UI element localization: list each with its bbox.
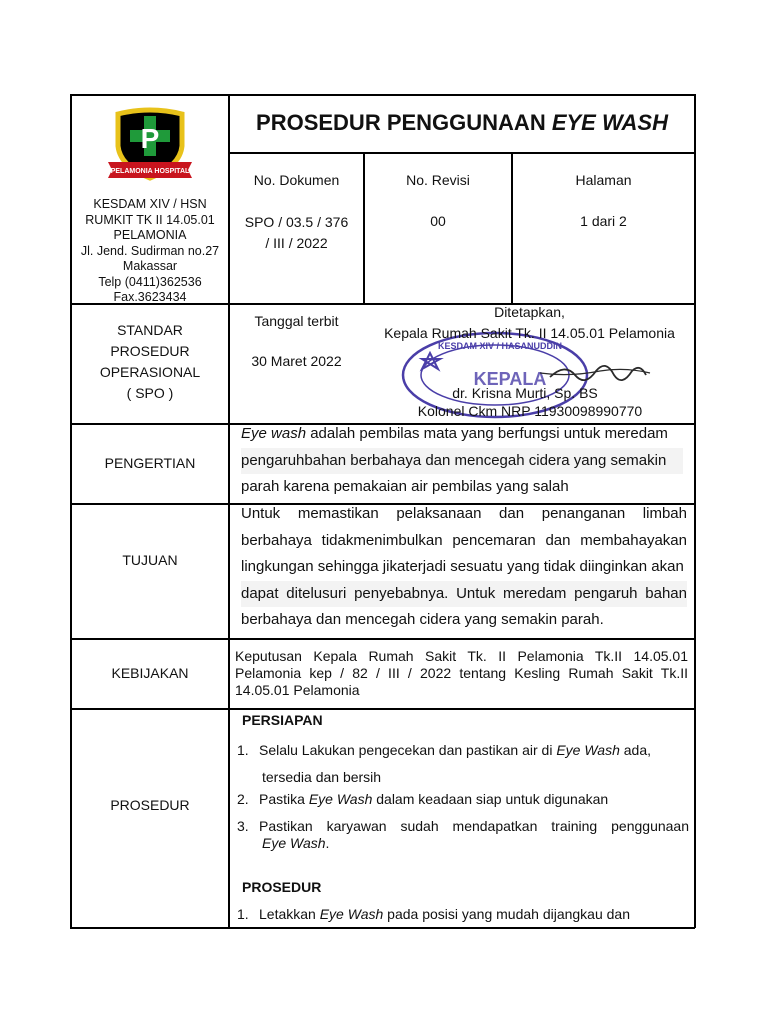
prosedur-label: PROSEDUR: [110, 797, 190, 813]
institution-line: Fax.3623434: [113, 290, 187, 304]
tujuan-line: lingkungan sehingga jikaterjadi sesuatu yang tidak diinginkan akan: [241, 558, 684, 575]
halaman-label: Halaman: [575, 172, 632, 188]
tujuan-text: [241, 501, 687, 634]
table-divider-h1: [228, 152, 695, 154]
step-text: dalam keadaan siap untuk digunakan: [372, 791, 609, 807]
tujuan-line: berbahaya dan mencegah cidera yang semakin parah.: [241, 611, 604, 628]
pengertian-italic-term: Eye wash: [241, 425, 307, 442]
step-text: Selalu Lakukan pengecekan dan pastikan air di: [259, 742, 557, 758]
no-dokumen-label: No. Dokumen: [253, 172, 340, 188]
kebijakan-line: Keputusan Kepala Rumah Sakit Tk. II Pelamonia Tk.II 14.05.01: [235, 648, 688, 664]
tanggal-terbit-value: 30 Maret 2022: [251, 353, 342, 369]
step-text: Pastikan karyawan sudah mendapatkan training penggunaan: [259, 818, 689, 834]
pengertian-line: [241, 421, 683, 448]
table-border-bottom: [70, 927, 695, 929]
step-italic: Eye Wash: [556, 742, 620, 758]
no-revisi-value: 00: [430, 213, 446, 229]
table-border-right: [694, 94, 696, 928]
step-text: Letakkan: [259, 906, 320, 922]
pengertian-label: PENGERTIAN: [104, 455, 196, 471]
logo-letter: P: [140, 123, 160, 154]
step-italic: Eye Wash: [308, 791, 373, 807]
hospital-logo: [102, 106, 198, 184]
persiapan-heading: PERSIAPAN: [242, 712, 323, 728]
institution-line: Telp (0411)362536: [98, 274, 202, 289]
table-border-top: [70, 94, 695, 96]
tujuan-line: berbahaya tidakmenimbulkan pencemaran dan membahayakan: [241, 531, 687, 549]
step-line: [237, 835, 689, 852]
ditetapkan-label: Ditetapkan,: [494, 304, 565, 320]
institution-line: Makassar: [122, 259, 178, 273]
step-line: [237, 737, 689, 764]
kebijakan-line: Pelamonia kep / 82 / III / 2022 tentang Kesling Rumah Sakit Tk.II: [235, 665, 688, 681]
tujuan-label: TUJUAN: [122, 552, 178, 568]
no-dokumen-value: [230, 212, 363, 254]
kebijakan-label: KEBIJAKAN: [111, 665, 189, 681]
step-number: 1.: [237, 906, 249, 922]
signatory-name: dr. Krisna Murti, Sp. BS: [452, 385, 598, 401]
persiapan-step-2: [237, 791, 689, 807]
step-text: Pastika: [259, 791, 309, 807]
tujuan-line: dapat ditelusuri penyebabnya. Untuk meredam pengaruh bahan: [241, 581, 687, 608]
table-divider-h5: [70, 638, 695, 640]
spo-line: STANDAR: [117, 322, 183, 338]
step-text: .: [325, 835, 330, 851]
persiapan-step-1: [237, 737, 689, 790]
page-title-italic: EYE WASH: [551, 110, 668, 135]
stamp-top-text: KESDAM XIV / HASANUDDIN: [437, 341, 563, 351]
step-number: 1.: [237, 742, 249, 758]
jabatan-text: Kepala Rumah Sakit Tk. II 14.05.01 Pelamonia: [384, 325, 675, 341]
institution-line: Jl. Jend. Sudirman no.27: [80, 243, 220, 258]
institution-line: RUMKIT TK II 14.05.01: [85, 212, 215, 227]
table-divider-h6: [70, 708, 695, 710]
no-dokumen-line: SPO / 03.5 / 376: [244, 214, 349, 230]
step-number: 3.: [237, 818, 249, 834]
halaman-value: 1 dari 2: [580, 213, 627, 229]
step-italic: Eye Wash: [319, 906, 384, 922]
kebijakan-line: 14.05.01 Pelamonia: [235, 682, 360, 698]
spo-line: OPERASIONAL: [99, 364, 201, 380]
spo-label: [72, 320, 228, 404]
step-line: tersedia dan bersih: [262, 768, 382, 785]
step-number: 2.: [237, 791, 249, 807]
institution-line: PELAMONIA: [113, 228, 187, 242]
pelamonia-shield-icon: [102, 106, 198, 184]
step-line: [237, 818, 689, 835]
step-italic: Eye Wash: [262, 835, 326, 851]
no-dokumen-line: / III / 2022: [265, 235, 328, 251]
prosedur-step-1: [237, 906, 689, 922]
prosedur-heading: PROSEDUR: [242, 879, 322, 895]
no-revisi-label: No. Revisi: [406, 172, 470, 188]
kebijakan-text: [235, 648, 688, 699]
page-title-plain: PROSEDUR PENGGUNAAN: [256, 110, 552, 135]
page-title: [230, 110, 694, 136]
step-text: pada posisi yang mudah dijangkau dan: [383, 906, 631, 922]
spo-line: ( SPO ): [126, 385, 174, 401]
spo-line: PROSEDUR: [110, 343, 190, 359]
institution-info: [72, 197, 228, 306]
step-text: ada,: [619, 742, 652, 758]
pengertian-line: parah karena pemakaian air pembilas yang salah: [241, 478, 569, 495]
signatory-rank: Kolonel Ckm NRP 11930098990770: [417, 403, 643, 419]
pengertian-line-rest: adalah pembilas mata yang berfungsi untuk meredam: [306, 425, 668, 442]
tanggal-terbit-label: Tanggal terbit: [254, 313, 339, 329]
persiapan-step-3: [237, 818, 689, 852]
pengertian-line: pengaruhbahan berbahaya dan mencegah cidera yang semakin: [241, 448, 683, 475]
tujuan-line: Untuk memastikan pelaksanaan dan penanganan limbah: [241, 505, 687, 522]
logo-banner-text: PELAMONIA HOSPITAL: [110, 168, 190, 175]
signature-scribble: [550, 366, 646, 380]
institution-line: KESDAM XIV / HSN: [93, 197, 207, 211]
stamp-mid-text: KEPALA: [473, 369, 547, 389]
pengertian-text: [241, 421, 683, 501]
